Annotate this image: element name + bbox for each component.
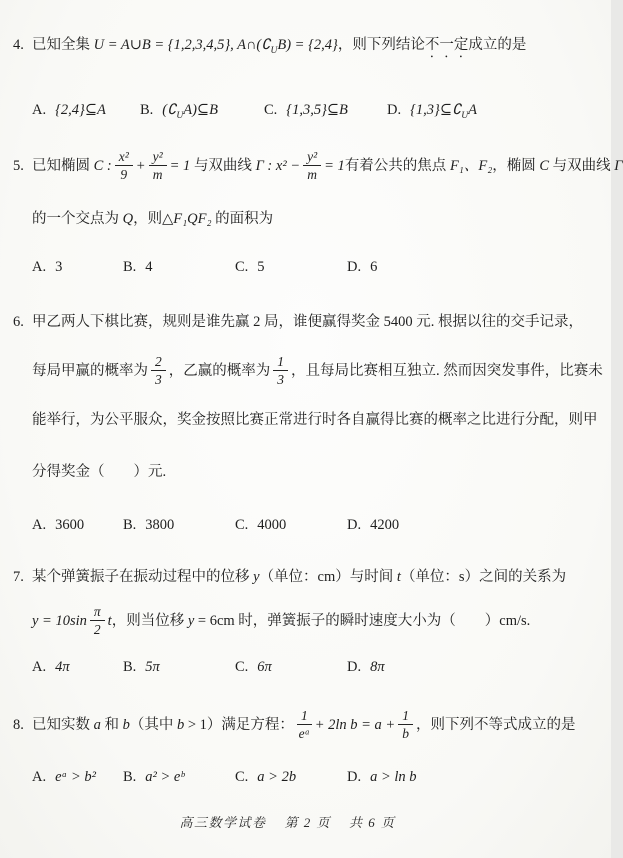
- math-segment: C :: [93, 157, 112, 174]
- question-6-option-b: [123, 515, 235, 536]
- math-segment: △F₁QF₂: [162, 210, 212, 227]
- math-segment: y: [253, 568, 260, 585]
- option-text: 4π: [55, 658, 70, 675]
- text-segment: （单位：s）之间的关系为: [400, 568, 567, 585]
- option-label: B.: [123, 516, 137, 533]
- text-segment: ，椭圆: [492, 157, 540, 174]
- question-8-option-c: [235, 767, 347, 788]
- math-segment: U = A∪B = {1,2,3,4,5}, A∩(∁: [93, 37, 271, 53]
- fraction: [149, 149, 167, 182]
- option-math: {2,4}⊆A: [55, 101, 106, 118]
- fraction-denominator: m: [152, 166, 163, 182]
- question-6-stem-line-4: 分得奖金（ ）元.: [32, 463, 167, 480]
- option-label: A.: [32, 768, 47, 785]
- math-segment: t: [396, 568, 401, 585]
- question-8-option-b: [123, 767, 235, 788]
- question-5-option-c: [235, 257, 347, 278]
- fraction-numerator: 1: [273, 354, 288, 371]
- page-footer: [0, 812, 593, 831]
- math-segment: C: [539, 157, 550, 174]
- question-5-option-a: [32, 257, 123, 278]
- math-segment: Γ: [614, 157, 623, 174]
- option-label: D.: [347, 258, 362, 275]
- math-segment: a: [93, 716, 101, 733]
- text-segment: 已知全集: [32, 37, 94, 53]
- math-segment: y: [187, 612, 195, 629]
- option-math: a > 2b: [257, 768, 297, 785]
- question-7-option-c: [235, 657, 347, 678]
- text-segment: > 1）满足方程：: [184, 716, 294, 733]
- subscript: U: [176, 110, 184, 121]
- text-segment: 与双曲线: [549, 157, 615, 174]
- fraction-numerator: π: [90, 604, 105, 621]
- math-segment: F₁、F₂: [449, 157, 493, 174]
- option-label: B.: [123, 258, 137, 275]
- option-text: 6: [370, 258, 378, 275]
- fraction: [398, 708, 413, 741]
- question-6-stem-line-2: [32, 350, 603, 392]
- text-segment: 的面积为: [211, 210, 274, 227]
- text-segment: 有着公共的焦点: [344, 157, 450, 174]
- option-math: {1,3,5}⊆B: [286, 101, 348, 118]
- fraction-denominator: b: [402, 725, 409, 741]
- question-5-option-b: [123, 257, 235, 278]
- question-5-option-d: [347, 257, 593, 278]
- fraction: [273, 354, 288, 387]
- text-segment: ，乙赢的概率为: [168, 362, 271, 379]
- question-4-stem: [32, 35, 593, 62]
- math-segment: = 1: [169, 157, 191, 174]
- question-8: [0, 704, 611, 788]
- question-4-number: 4.: [13, 37, 24, 53]
- text-segment: ，则: [133, 210, 163, 227]
- option-label: B.: [123, 768, 137, 785]
- text-segment: ，且每局比赛相互独立. 然而因突发事件，比赛未: [291, 362, 603, 379]
- text-segment: 和: [100, 716, 123, 733]
- emphasized-text: 不一定: [424, 37, 469, 53]
- fraction-denominator: 3: [277, 371, 284, 387]
- question-7-number: 7.: [13, 568, 24, 585]
- question-8-stem: [32, 704, 593, 746]
- question-6: [0, 312, 611, 536]
- option-text: 4200: [370, 516, 400, 533]
- math-segment: = 1: [324, 157, 345, 174]
- option-text: 4000: [257, 516, 287, 533]
- question-7-option-a: [32, 657, 123, 678]
- option-text: 6π: [257, 658, 272, 675]
- option-label: C.: [235, 768, 249, 785]
- option-text: 5: [257, 258, 265, 275]
- math-segment: b: [122, 716, 130, 733]
- option-text: 8π: [370, 658, 385, 675]
- text-segment: 每局甲赢的概率为: [32, 362, 148, 379]
- fraction-numerator: 1: [297, 708, 312, 725]
- fraction-numerator: y²: [149, 149, 167, 166]
- question-4-option-b: [140, 100, 264, 127]
- text-segment: （单位：cm）与时间: [259, 568, 397, 585]
- question-7: [0, 567, 611, 678]
- option-label: D.: [347, 768, 362, 785]
- text-segment: 已知实数: [32, 716, 94, 733]
- footer-exam-title: 高三数学试卷: [179, 814, 267, 830]
- option-math: A)⊆B: [183, 101, 218, 118]
- question-5-number: 5.: [13, 157, 24, 174]
- option-label: D.: [347, 516, 362, 533]
- fraction-denominator: 2: [93, 621, 101, 637]
- option-text: 5π: [145, 658, 160, 675]
- option-math: A: [468, 101, 477, 118]
- text-segment: 已知椭圆: [32, 157, 94, 174]
- math-segment: Q: [122, 210, 134, 227]
- text-segment: 与双曲线: [190, 157, 256, 174]
- question-4-option-c: [264, 100, 387, 127]
- fraction-denominator: eᵃ: [298, 725, 310, 741]
- question-6-option-d: [347, 515, 593, 536]
- fraction-numerator: x²: [115, 149, 133, 166]
- text-segment: 某个弹簧振子在振动过程中的位移: [32, 568, 254, 585]
- question-7-options: [32, 657, 593, 678]
- option-text: 3: [55, 258, 63, 275]
- option-label: A.: [32, 258, 47, 275]
- footer-total-pages: 共 6 页: [349, 814, 396, 830]
- text-segment: = 6cm 时，弹簧振子的瞬时速度大小为（ ）cm/s.: [194, 612, 531, 629]
- option-label: B.: [123, 658, 137, 675]
- footer-page-number: 第 2 页: [284, 814, 331, 830]
- fraction-numerator: 1: [398, 708, 413, 725]
- question-7-stem-line-2: [32, 600, 593, 642]
- fraction: [297, 708, 312, 741]
- math-segment: b: [177, 716, 185, 733]
- fraction-denominator: 9: [120, 166, 128, 182]
- question-4-option-a: [32, 100, 140, 127]
- math-segment: +: [135, 157, 146, 174]
- question-6-option-a: [32, 515, 123, 536]
- text-segment: ，则当位移: [111, 612, 188, 629]
- subscript: U: [461, 110, 469, 121]
- option-label: B.: [140, 101, 154, 118]
- option-label: D.: [387, 101, 402, 118]
- option-math: eᵃ > b²: [55, 768, 96, 785]
- question-5-options: [32, 257, 593, 278]
- option-text: 4: [145, 258, 153, 275]
- fraction: [151, 354, 166, 387]
- question-8-number: 8.: [13, 716, 24, 733]
- question-7-stem-line-1: [32, 567, 593, 588]
- option-math: a > ln b: [370, 768, 417, 785]
- option-text: 3800: [145, 516, 175, 533]
- text-segment: 的一个交点为: [32, 210, 123, 227]
- math-segment: y = 10sin: [32, 612, 87, 629]
- option-label: C.: [264, 101, 278, 118]
- text-segment: ，则下列不等式成立的是: [415, 716, 576, 733]
- question-4-option-d: [387, 100, 593, 127]
- option-label: A.: [32, 658, 47, 675]
- option-text: 3600: [55, 516, 85, 533]
- question-6-option-c: [235, 515, 347, 536]
- fraction: [303, 149, 321, 182]
- question-7-option-d: [347, 657, 593, 678]
- fraction: [90, 604, 105, 637]
- question-5-stem-line-2: [32, 209, 593, 230]
- math-segment: Γ : x² −: [255, 157, 301, 174]
- question-7-option-b: [123, 657, 235, 678]
- option-label: D.: [347, 658, 362, 675]
- question-5: [0, 145, 623, 278]
- question-5-stem-line-1: [32, 145, 623, 187]
- text-segment: 成立的是: [468, 37, 527, 53]
- question-8-options: [32, 767, 593, 788]
- option-label: A.: [32, 516, 47, 533]
- subscript: U: [270, 45, 278, 56]
- math-segment: + 2ln b = a +: [314, 716, 396, 733]
- question-4: [0, 35, 611, 127]
- math-segment: t: [107, 612, 112, 629]
- fraction: [115, 149, 133, 182]
- option-label: A.: [32, 101, 47, 118]
- option-math: a² > eᵇ: [145, 768, 185, 785]
- math-segment: B) = {2,4}: [277, 37, 338, 53]
- fraction-denominator: 3: [155, 371, 162, 387]
- question-6-stem-line-3: 能举行，为公平服众，奖金按照比赛正常进行时各自赢得比赛的概率之比进行分配，则甲: [32, 411, 598, 428]
- question-8-option-a: [32, 767, 123, 788]
- option-label: C.: [235, 658, 249, 675]
- question-6-stem-line-1: 甲乙两人下棋比赛，规则是谁先赢 2 局，谁便赢得奖金 5400 元. 根据以往的交手记录，: [32, 313, 583, 330]
- text-segment: （其中: [129, 716, 177, 733]
- option-label: C.: [235, 516, 249, 533]
- question-8-option-d: [347, 767, 593, 788]
- question-6-options: [32, 515, 593, 536]
- fraction-numerator: y²: [303, 149, 321, 166]
- fraction-denominator: m: [307, 166, 317, 182]
- fraction-numerator: 2: [151, 354, 166, 371]
- option-label: C.: [235, 258, 249, 275]
- question-4-options: [32, 100, 593, 127]
- text-segment: ，则下列结论: [337, 37, 425, 53]
- option-math: {1,3}⊆∁: [410, 101, 462, 118]
- option-math: (∁: [162, 101, 177, 118]
- question-6-number: 6.: [13, 313, 24, 330]
